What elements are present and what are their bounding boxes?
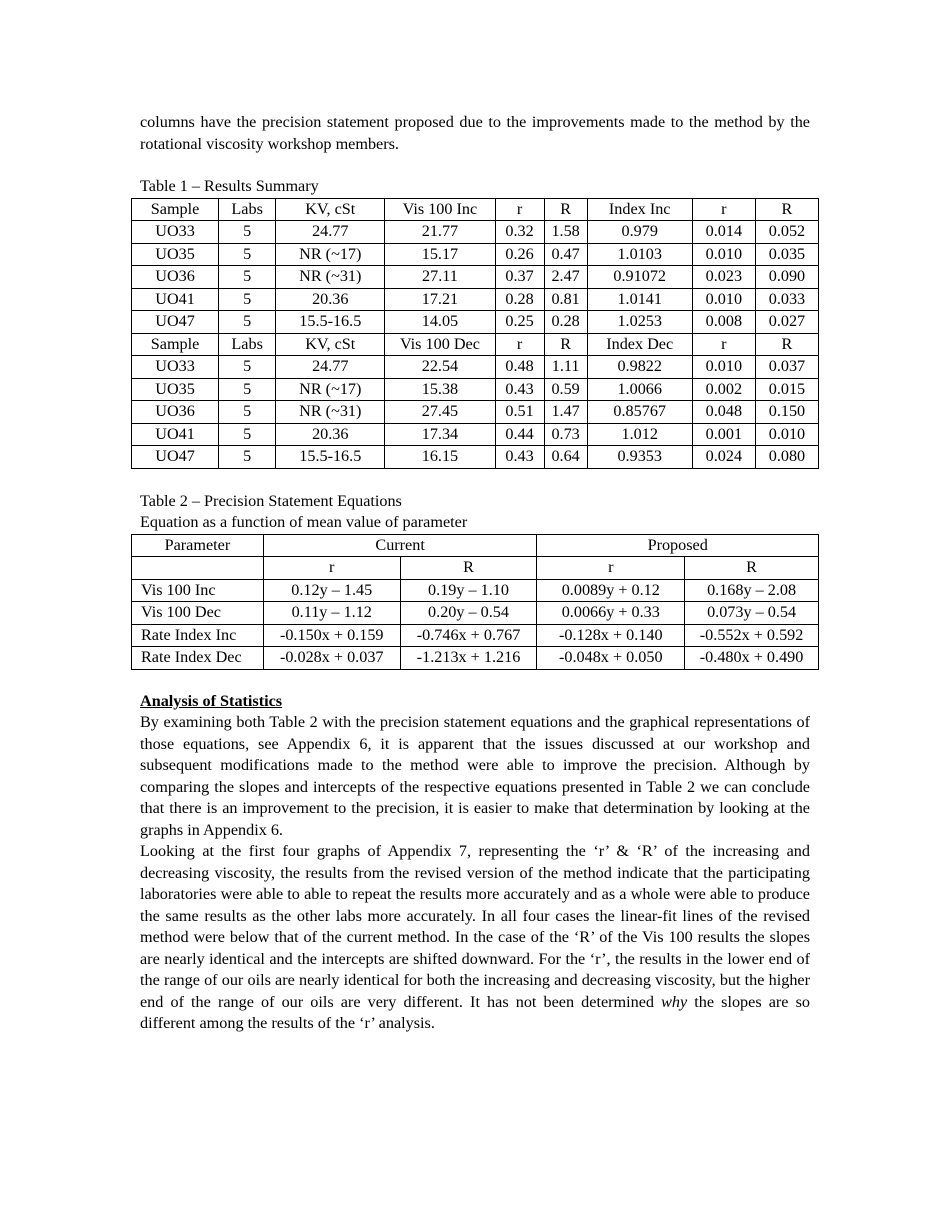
table1-cell: 17.34 — [385, 423, 495, 446]
table1-cell: 0.43 — [495, 446, 544, 469]
table1-cell: Labs — [219, 333, 276, 356]
table1-cell: Vis 100 Inc — [385, 198, 495, 221]
table1-cell: 0.001 — [692, 423, 755, 446]
table1-cell: 0.027 — [755, 311, 818, 334]
table1-cell: 0.035 — [755, 243, 818, 266]
table1-cell: UO36 — [132, 266, 219, 289]
table-row — [132, 624, 819, 647]
table1-cell: 0.010 — [692, 288, 755, 311]
table2-parameter-cell: Vis 100 Dec — [132, 602, 264, 625]
table1-cell: 0.010 — [755, 423, 818, 446]
table1-cell: 0.024 — [692, 446, 755, 469]
table1-cell: 5 — [219, 288, 276, 311]
table2-equation-cell: -0.048x + 0.050 — [537, 647, 685, 670]
table1-cell: 5 — [219, 446, 276, 469]
table1-cell: NR (~17) — [276, 243, 385, 266]
table1-cell: UO33 — [132, 356, 219, 379]
table1-cell: r — [692, 333, 755, 356]
table1-cell: 0.51 — [495, 401, 544, 424]
table1-cell: UO47 — [132, 446, 219, 469]
table1-cell: 0.85767 — [587, 401, 692, 424]
table1-cell: 0.080 — [755, 446, 818, 469]
table2-parameter-cell: Vis 100 Inc — [132, 579, 264, 602]
table1-cell: NR (~17) — [276, 378, 385, 401]
table2-parameter-header: Parameter — [132, 534, 264, 557]
table1-cell: UO47 — [132, 311, 219, 334]
table2-subheader: R — [685, 557, 819, 580]
table1-cell: 0.59 — [544, 378, 587, 401]
table1-cell: 0.033 — [755, 288, 818, 311]
table1-cell: UO41 — [132, 423, 219, 446]
table1-cell: 0.015 — [755, 378, 818, 401]
table1-cell: KV, cSt — [276, 333, 385, 356]
table1-cell: 1.0103 — [587, 243, 692, 266]
table1-cell: UO33 — [132, 221, 219, 244]
intro-paragraph: columns have the precision statement proposed due to the improvements made to the method by the rotational viscosity workshop members. — [140, 113, 810, 153]
table1-cell: 22.54 — [385, 356, 495, 379]
table1-cell: 0.090 — [755, 266, 818, 289]
table1-cell: 0.47 — [544, 243, 587, 266]
table2-equation-cell: 0.073y – 0.54 — [685, 602, 819, 625]
analysis-paragraph-2-part-b: the slopes are so different among the results of the ‘r’ analysis. — [140, 992, 810, 1032]
table1-cell: 20.36 — [276, 288, 385, 311]
table-row — [132, 221, 819, 244]
table1-cell: 5 — [219, 401, 276, 424]
table1-cell: 0.25 — [495, 311, 544, 334]
table1-cell: 27.11 — [385, 266, 495, 289]
table1-cell: 0.44 — [495, 423, 544, 446]
table1-cell: 0.26 — [495, 243, 544, 266]
table-row — [132, 266, 819, 289]
table1-cell: 5 — [219, 423, 276, 446]
precision-equations-table — [131, 534, 819, 670]
table2-parameter-cell: Rate Index Inc — [132, 624, 264, 647]
table2-equation-cell: -0.480x + 0.490 — [685, 647, 819, 670]
table1-cell: 5 — [219, 266, 276, 289]
table1-cell: 0.28 — [495, 288, 544, 311]
table2-proposed-header: Proposed — [537, 534, 819, 557]
table-row — [132, 602, 819, 625]
table2-equation-cell: 0.12y – 1.45 — [263, 579, 400, 602]
table1-cell: 0.023 — [692, 266, 755, 289]
table1-cell: 21.77 — [385, 221, 495, 244]
table1-cell: 1.0141 — [587, 288, 692, 311]
table2-equation-cell: -0.128x + 0.140 — [537, 624, 685, 647]
table2-current-header: Current — [263, 534, 537, 557]
table2-caption: Table 2 – Precision Statement Equations — [140, 491, 402, 510]
table2-equation-cell: -1.213x + 1.216 — [400, 647, 537, 670]
table-row — [132, 356, 819, 379]
table1-cell: r — [495, 198, 544, 221]
table2-equation-cell: -0.028x + 0.037 — [263, 647, 400, 670]
table1-cell: 15.17 — [385, 243, 495, 266]
table1-cell: 0.64 — [544, 446, 587, 469]
table1-cell: NR (~31) — [276, 266, 385, 289]
table-row — [132, 579, 819, 602]
table1-cell: r — [495, 333, 544, 356]
table1-cell: 1.0066 — [587, 378, 692, 401]
table2-header-row — [132, 534, 819, 557]
table-row — [132, 423, 819, 446]
table1-cell: 0.73 — [544, 423, 587, 446]
table1-cell: 0.037 — [755, 356, 818, 379]
table1-cell: 0.9353 — [587, 446, 692, 469]
table1-cell: 0.008 — [692, 311, 755, 334]
table2-parameter-cell: Rate Index Dec — [132, 647, 264, 670]
table1-cell: 5 — [219, 311, 276, 334]
table1-cell: 0.37 — [495, 266, 544, 289]
table1-cell: 24.77 — [276, 356, 385, 379]
analysis-paragraph-2-part-a: Looking at the first four graphs of Appendix 7, representing the ‘r’ & ‘R’ of the increasing and decreasing viscosity, the results from the revised version of the method indicate that the participating laboratories were able to able to repeat the results more accurately and as a whole were able to produce the same results as the other labs more accurately. In all four cases the linear-fit lines of the revised method were below that of the current method. In the case of the ‘R’ of the Vis 100 results the slopes are nearly identical and the intercepts are shifted downward. For the ‘r’, the results in the lower end of the range of our oils are nearly identical for both the increasing and decreasing viscosity, but the higher end of the range of our oils are very different. It has not been determined — [140, 842, 810, 1011]
table1-cell: 0.48 — [495, 356, 544, 379]
table1-cell: 1.0253 — [587, 311, 692, 334]
table-row — [132, 378, 819, 401]
table2-subheader: r — [537, 557, 685, 580]
table1-cell: 24.77 — [276, 221, 385, 244]
table-row — [132, 288, 819, 311]
table1-cell: r — [692, 198, 755, 221]
table2-subheader-row — [132, 557, 819, 580]
table1-cell: 0.81 — [544, 288, 587, 311]
table1-cell: UO35 — [132, 243, 219, 266]
table1-cell: 0.150 — [755, 401, 818, 424]
table1-cell: R — [544, 198, 587, 221]
table1-cell: 2.47 — [544, 266, 587, 289]
table1-cell: Labs — [219, 198, 276, 221]
table1-cell: 17.21 — [385, 288, 495, 311]
analysis-emphasis-why: why — [661, 992, 688, 1011]
table2-equation-cell: -0.150x + 0.159 — [263, 624, 400, 647]
table2-subcaption: Equation as a function of mean value of parameter — [140, 513, 468, 531]
table1-cell: 1.012 — [587, 423, 692, 446]
table1-cell: UO41 — [132, 288, 219, 311]
table1-cell: NR (~31) — [276, 401, 385, 424]
table2-equation-cell: -0.746x + 0.767 — [400, 624, 537, 647]
table-row — [132, 401, 819, 424]
table1-caption: Table 1 – Results Summary — [140, 177, 319, 195]
table1-cell: 16.15 — [385, 446, 495, 469]
analysis-paragraph-1: By examining both Table 2 with the precision statement equations and the graphical representations of those equations, see Appendix 6, it is apparent that the issues discussed at our workshop and subsequent modifications made to the method were able to improve the precision. Although by comparing the slopes and intercepts of the respective equations presented in Table 2 we can conclude that there is an improvement to the precision, it is easier to make that determination by looking at the graphs in Appendix 6. — [140, 713, 810, 839]
table1-cell: R — [755, 198, 818, 221]
results-summary-table — [131, 198, 819, 469]
table1-cell: Sample — [132, 198, 219, 221]
table2-equation-cell: 0.168y – 2.08 — [685, 579, 819, 602]
table1-cell: Index Inc — [587, 198, 692, 221]
table1-cell: 5 — [219, 356, 276, 379]
table1-cell: 1.58 — [544, 221, 587, 244]
table1-cell: 0.32 — [495, 221, 544, 244]
table1-cell: R — [544, 333, 587, 356]
table1-cell: 0.91072 — [587, 266, 692, 289]
table1-cell: 15.5-16.5 — [276, 311, 385, 334]
table1-header-row — [132, 198, 819, 221]
document-page — [140, 112, 810, 1035]
table1-cell: 0.052 — [755, 221, 818, 244]
table2-equation-cell: 0.0066y + 0.33 — [537, 602, 685, 625]
table1-cell: 0.9822 — [587, 356, 692, 379]
table1-cell: Sample — [132, 333, 219, 356]
table1-cell: 0.010 — [692, 356, 755, 379]
table2-equation-cell: 0.20y – 0.54 — [400, 602, 537, 625]
table-row — [132, 243, 819, 266]
table1-cell: 15.38 — [385, 378, 495, 401]
table2-subheader: R — [400, 557, 537, 580]
table1-cell: 15.5-16.5 — [276, 446, 385, 469]
table1-header-row — [132, 333, 819, 356]
analysis-heading: Analysis of Statistics — [140, 691, 283, 710]
table1-cell: 0.43 — [495, 378, 544, 401]
table1-cell: 14.05 — [385, 311, 495, 334]
table-row — [132, 311, 819, 334]
table-row — [132, 446, 819, 469]
table1-cell: 5 — [219, 378, 276, 401]
table1-cell: 0.28 — [544, 311, 587, 334]
table2-equation-cell: 0.19y – 1.10 — [400, 579, 537, 602]
table1-cell: R — [755, 333, 818, 356]
table1-cell: 0.002 — [692, 378, 755, 401]
table1-cell: 0.979 — [587, 221, 692, 244]
table1-cell: 20.36 — [276, 423, 385, 446]
table1-cell: 1.11 — [544, 356, 587, 379]
table2-equation-cell: 0.11y – 1.12 — [263, 602, 400, 625]
table1-cell: UO35 — [132, 378, 219, 401]
table1-cell: Index Dec — [587, 333, 692, 356]
table2-subheader: r — [263, 557, 400, 580]
table1-cell: Vis 100 Dec — [385, 333, 495, 356]
table1-cell: 27.45 — [385, 401, 495, 424]
table1-cell: 5 — [219, 243, 276, 266]
table1-cell: 0.010 — [692, 243, 755, 266]
table1-cell: UO36 — [132, 401, 219, 424]
table-row — [132, 647, 819, 670]
table2-equation-cell: 0.0089y + 0.12 — [537, 579, 685, 602]
table1-cell: 0.014 — [692, 221, 755, 244]
table1-cell: 0.048 — [692, 401, 755, 424]
table2-empty-cell — [132, 557, 264, 580]
table2-equation-cell: -0.552x + 0.592 — [685, 624, 819, 647]
table1-cell: KV, cSt — [276, 198, 385, 221]
table1-cell: 5 — [219, 221, 276, 244]
table1-cell: 1.47 — [544, 401, 587, 424]
analysis-paragraph-2 — [140, 841, 810, 1035]
